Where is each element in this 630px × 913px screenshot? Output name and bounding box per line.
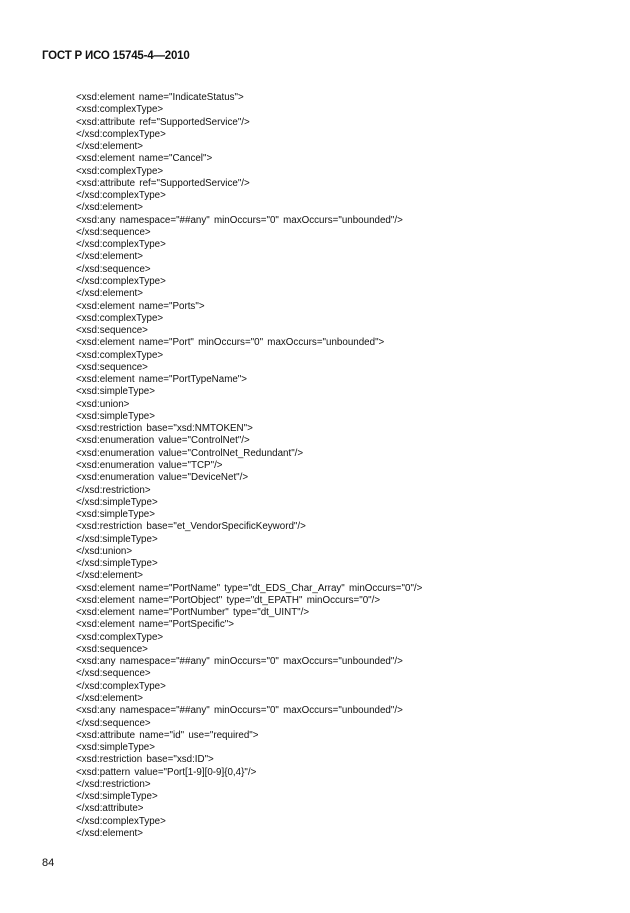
code-line: <xsd:restriction base="xsd:NMTOKEN">	[76, 423, 253, 435]
code-line: </xsd:complexType>	[76, 815, 166, 827]
code-line: <xsd:sequence>	[76, 643, 148, 655]
code-line: </xsd:complexType>	[76, 239, 166, 251]
code-line: <xsd:element name="Ports">	[76, 300, 205, 312]
code-line: <xsd:union>	[76, 398, 130, 410]
code-line: <xsd:complexType>	[76, 312, 164, 324]
code-line: </xsd:element>	[76, 570, 143, 582]
code-line: </xsd:sequence>	[76, 717, 151, 729]
code-line: <xsd:simpleType>	[76, 386, 155, 398]
code-line: </xsd:sequence>	[76, 226, 151, 238]
code-line: </xsd:element>	[76, 141, 143, 153]
code-line: </xsd:simpleType>	[76, 558, 158, 570]
code-line: <xsd:any namespace="##any" minOccurs="0" maxOccurs="unbounded"/>	[76, 214, 403, 226]
code-line: </xsd:union>	[76, 545, 133, 557]
code-line: </xsd:complexType>	[76, 680, 166, 692]
code-line: </xsd:element>	[76, 202, 143, 214]
code-line: <xsd:complexType>	[76, 349, 164, 361]
code-line: </xsd:element>	[76, 693, 143, 705]
code-line: <xsd:any namespace="##any" minOccurs="0" maxOccurs="unbounded"/>	[76, 656, 403, 668]
code-line: </xsd:element>	[76, 251, 143, 263]
code-line: <xsd:restriction base="et_VendorSpecificKeyword"/>	[76, 521, 306, 533]
code-line: <xsd:element name="PortObject" type="dt_EPATH" minOccurs="0"/>	[76, 594, 381, 606]
code-line: </xsd:simpleType>	[76, 496, 158, 508]
code-line: <xsd:simpleType>	[76, 742, 155, 754]
code-line: <xsd:element name="PortNumber" type="dt_UINT"/>	[76, 607, 310, 619]
code-line: <xsd:complexType>	[76, 165, 164, 177]
code-line: <xsd:attribute ref="SupportedService"/>	[76, 177, 250, 189]
code-line: </xsd:complexType>	[76, 128, 166, 140]
code-line: </xsd:attribute>	[76, 803, 144, 815]
code-line: <xsd:element name="Cancel">	[76, 153, 213, 165]
xsd-code-listing	[76, 92, 422, 840]
code-line: <xsd:enumeration value="TCP"/>	[76, 459, 223, 471]
code-line: <xsd:sequence>	[76, 361, 148, 373]
code-line: </xsd:element>	[76, 827, 143, 839]
code-line: <xsd:element name="PortSpecific">	[76, 619, 234, 631]
code-line: </xsd:complexType>	[76, 190, 166, 202]
code-line: </xsd:simpleType>	[76, 533, 158, 545]
code-line: <xsd:simpleType>	[76, 410, 155, 422]
code-line: <xsd:element name="PortTypeName">	[76, 374, 248, 386]
code-line: </xsd:element>	[76, 288, 143, 300]
code-line: <xsd:any namespace="##any" minOccurs="0" maxOccurs="unbounded"/>	[76, 705, 403, 717]
code-line: <xsd:complexType>	[76, 631, 164, 643]
code-line: <xsd:enumeration value="ControlNet"/>	[76, 435, 250, 447]
code-line: <xsd:element name="PortName" type="dt_EDS_Char_Array" minOccurs="0"/>	[76, 582, 423, 594]
code-line: </xsd:complexType>	[76, 275, 166, 287]
code-line: <xsd:element name="IndicateStatus">	[76, 92, 244, 103]
code-line: <xsd:simpleType>	[76, 509, 155, 521]
code-line: <xsd:pattern value="Port[1-9][0-9]{0,4}"/>	[76, 766, 257, 778]
code-line: <xsd:sequence>	[76, 325, 148, 337]
document-header: ГОСТ Р ИСО 15745-4—2010	[42, 50, 190, 62]
code-line: </xsd:sequence>	[76, 668, 151, 680]
code-line: <xsd:complexType>	[76, 104, 164, 116]
code-line: </xsd:simpleType>	[76, 791, 158, 803]
code-line: <xsd:enumeration value="ControlNet_Redundant"/>	[76, 447, 304, 459]
code-line: <xsd:restriction base="xsd:ID">	[76, 754, 214, 766]
code-line: <xsd:enumeration value="DeviceNet"/>	[76, 472, 249, 484]
code-line: </xsd:restriction>	[76, 778, 151, 790]
code-line: </xsd:restriction>	[76, 484, 151, 496]
code-line: <xsd:attribute ref="SupportedService"/>	[76, 116, 250, 128]
code-line: <xsd:element name="Port" minOccurs="0" maxOccurs="unbounded">	[76, 337, 385, 349]
page-number: 84	[42, 857, 55, 869]
code-line: </xsd:sequence>	[76, 263, 151, 275]
code-line: <xsd:attribute name="id" use="required">	[76, 729, 259, 741]
